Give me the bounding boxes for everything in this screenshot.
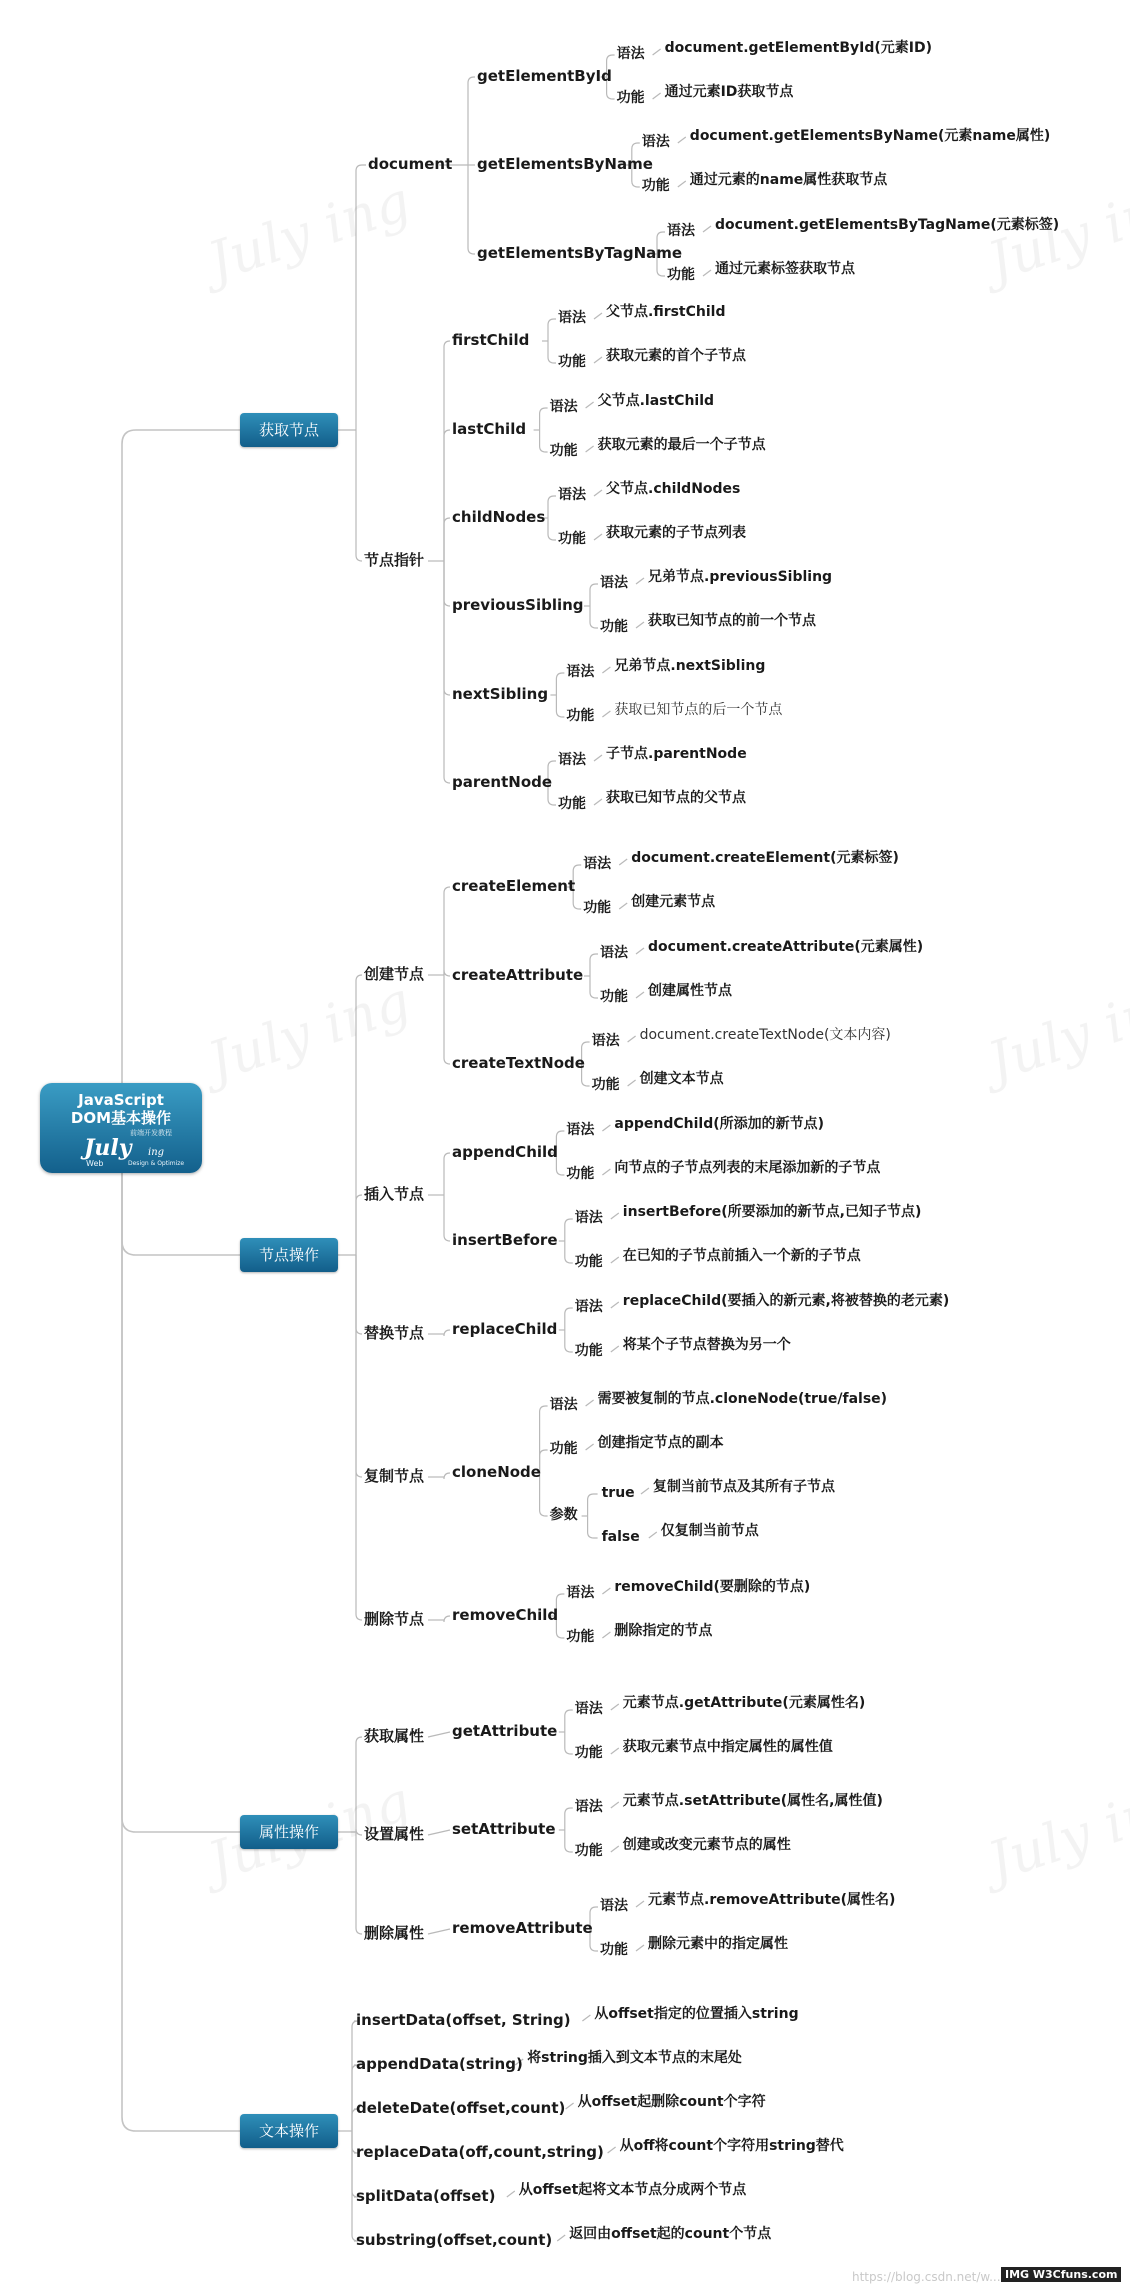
value-text: 获取已知节点的后一个节点: [614, 702, 783, 718]
value-text: 将string插入到文本节点的末尾处: [527, 2050, 742, 2066]
value-text: 从off将count个字符用string替代: [619, 2138, 844, 2154]
key-function: 功能: [549, 1441, 578, 1457]
group-1: 获取属性: [364, 1727, 425, 1745]
key-function: 功能: [558, 531, 586, 547]
method-createelement: createElement: [452, 877, 576, 895]
connector-line: [444, 887, 450, 975]
connector-line: [122, 1128, 240, 2131]
connector-line: [565, 1219, 573, 1241]
key-function: 功能: [583, 900, 612, 916]
value-text: 元素节点.setAttribute(属性名,属性值): [622, 1793, 883, 1809]
connector-line: [611, 1704, 619, 1710]
category-1: 获取节点: [240, 413, 338, 447]
connector-line: [122, 1128, 240, 1832]
value-text: appendChild(所添加的新节点): [614, 1116, 825, 1132]
connector-line: [611, 1213, 619, 1219]
value-text: 父节点.firstChild: [606, 304, 726, 320]
value-text: 需要被复制的节点.cloneNode(true/false): [597, 1391, 888, 1407]
key-syntax: 语法: [667, 223, 695, 239]
key-function: 功能: [566, 1629, 595, 1645]
value-text: 复制当前节点及其所有子节点: [652, 1479, 835, 1495]
method-firstchild: firstChild: [452, 331, 530, 349]
connector-line: [588, 1494, 598, 1516]
key-syntax: 语法: [566, 1585, 595, 1601]
value-text: 通过元素ID获取节点: [664, 84, 794, 100]
connector-line: [557, 2235, 565, 2241]
connector-line: [548, 496, 556, 518]
connector-line: [611, 1302, 619, 1308]
source-url: https://blog.csdn.net/w...: [852, 2270, 1001, 2284]
connector-line: [653, 49, 661, 55]
key-syntax: 语法: [600, 575, 628, 591]
connector-line: [641, 1488, 649, 1494]
connector-line: [566, 2103, 574, 2109]
group-3: 删除属性: [364, 1924, 425, 1942]
group-2: 插入节点: [364, 1185, 425, 1203]
connector-line: [611, 1748, 619, 1754]
method-replacechild: replaceChild: [452, 1320, 558, 1338]
method-getelementsbyname: getElementsByName: [477, 155, 653, 173]
value-text: 通过元素标签获取节点: [715, 261, 855, 277]
connector-line: [565, 1241, 573, 1263]
connector-line: [428, 1732, 450, 1737]
connector-line: [507, 2191, 515, 2197]
value-text: 返回由offset起的count个节点: [569, 2226, 772, 2242]
key-function: 功能: [641, 178, 670, 194]
value-text: document.getElementsByTagName(元素标签): [715, 217, 1060, 233]
connector-line: [602, 1588, 610, 1594]
key-syntax: 语法: [558, 310, 586, 326]
key-syntax: 语法: [549, 399, 578, 415]
key-function: 功能: [574, 1343, 603, 1359]
value-text: 创建元素节点: [631, 894, 716, 910]
connector-line: [548, 518, 556, 540]
connector-line: [602, 711, 610, 717]
value-text: 获取元素节点中指定属性的属性值: [622, 1739, 833, 1755]
connector-line: [548, 341, 556, 363]
connector-line: [356, 1737, 362, 1832]
key-function: 功能: [558, 354, 586, 370]
connector-line: [653, 93, 661, 99]
method-getattribute: getAttribute: [452, 1722, 558, 1740]
connector-line: [594, 490, 602, 496]
value-text: 获取已知节点的前一个节点: [648, 613, 816, 629]
connector-line: [565, 1830, 573, 1852]
connector-line: [428, 1830, 450, 1835]
connector-line: [444, 518, 450, 561]
key-syntax: 语法: [583, 856, 612, 872]
connector-line: [356, 1829, 362, 1835]
text-method-substring-offset-count: substring(offset,count): [356, 2231, 553, 2249]
connector-line: [636, 622, 644, 628]
group-4: 复制节点: [364, 1467, 425, 1485]
value-text: 子节点.parentNode: [606, 746, 747, 762]
key-syntax: 语法: [600, 945, 628, 961]
connector-line: [590, 954, 598, 976]
key-function: 功能: [600, 989, 628, 1005]
method-removeattribute: removeAttribute: [452, 1919, 593, 1937]
value-text: document.getElementById(元素ID): [664, 40, 933, 56]
key-function: 功能: [574, 1843, 603, 1859]
connector-line: [548, 319, 556, 341]
category-4: 文本操作: [240, 2114, 338, 2148]
value-text: 元素节点.removeAttribute(属性名): [648, 1892, 896, 1908]
value-text: 创建文本节点: [639, 1071, 724, 1087]
connector-line: [122, 430, 240, 1128]
key-syntax: 语法: [558, 487, 586, 503]
connector-line: [556, 673, 564, 695]
value-text: 父节点.childNodes: [606, 481, 741, 497]
connector-line: [602, 1169, 610, 1175]
connector-line: [444, 975, 450, 1064]
connector-line: [611, 1802, 619, 1808]
connector-line: [565, 1330, 573, 1352]
connector-line: [444, 341, 450, 561]
method-lastchild: lastChild: [452, 420, 527, 438]
connector-line: [602, 667, 610, 673]
key-syntax: 语法: [574, 1701, 603, 1717]
connector-line: [636, 948, 644, 954]
connector-line: [468, 77, 475, 165]
connector-line: [356, 165, 366, 430]
connector-line: [540, 408, 548, 430]
value-text: replaceChild(要插入的新元素,将被替换的老元素): [622, 1293, 950, 1309]
method-childnodes: childNodes: [452, 508, 546, 526]
value-text: 从offset起删除count个字符: [577, 2094, 766, 2110]
value-text: 创建或改变元素节点的属性: [622, 1837, 791, 1853]
july-logo-sub: ing: [148, 1147, 165, 1158]
connector-line: [356, 430, 362, 561]
node-pointer: 节点指针: [364, 551, 425, 569]
method-setattribute: setAttribute: [452, 1820, 556, 1838]
connector-line: [594, 357, 602, 363]
root-caption: 前端开发教程: [130, 1129, 172, 1137]
key-params: 参数: [549, 1507, 578, 1523]
method-parentnode: parentNode: [452, 773, 553, 791]
connector-line: [444, 561, 450, 783]
key-function: 功能: [616, 90, 645, 106]
connector-line: [608, 2147, 616, 2153]
value-text: removeChild(要删除的节点): [614, 1579, 811, 1595]
text-method-splitdata-offset: splitData(offset): [356, 2187, 496, 2205]
key-syntax: 语法: [591, 1033, 620, 1049]
value-text: 从offset起将文本节点分成两个节点: [518, 2182, 747, 2198]
method-appendchild: appendChild: [452, 1143, 558, 1161]
connector-line: [356, 1255, 362, 1477]
key-function: 功能: [574, 1254, 603, 1270]
value-text: 仅复制当前节点: [660, 1523, 759, 1539]
connector-line: [356, 1255, 362, 1334]
connector-line: [611, 1846, 619, 1852]
key-syntax: 语法: [641, 134, 670, 150]
connector-line: [352, 2065, 358, 2131]
value-text: 兄弟节点.previousSibling: [648, 569, 833, 585]
param-false: false: [601, 1529, 640, 1545]
connector-line: [586, 1400, 594, 1406]
connector-line: [590, 584, 598, 606]
connector-line: [611, 1257, 619, 1263]
method-previoussibling: previousSibling: [452, 596, 584, 614]
text-method-replacedata-off-count-string: replaceData(off,count,string): [356, 2143, 604, 2161]
value-text: 获取已知节点的父节点: [606, 790, 746, 806]
key-function: 功能: [574, 1745, 603, 1761]
connector-line: [636, 1945, 644, 1951]
connector-line: [586, 1444, 594, 1450]
root-title-line1: JavaScript: [78, 1091, 164, 1109]
connector-line: [619, 859, 627, 865]
connector-line: [594, 313, 602, 319]
connector-line: [444, 561, 450, 695]
value-text: 获取元素的子节点列表: [606, 525, 746, 541]
value-text: 兄弟节点.nextSibling: [614, 658, 766, 674]
method-clonenode: cloneNode: [452, 1463, 541, 1481]
connector-line: [586, 402, 594, 408]
connector-line: [444, 1153, 450, 1195]
node-document: document: [368, 155, 453, 173]
group-2: 设置属性: [364, 1825, 425, 1843]
connector-line: [540, 430, 548, 452]
key-function: 功能: [549, 443, 578, 459]
connector-line: [444, 561, 450, 606]
root-footer-right: Design & Optimize: [128, 1160, 185, 1167]
connector-line: [602, 1632, 610, 1638]
july-logo: July: [84, 1135, 132, 1161]
connector-line: [468, 165, 475, 254]
connector-line: [565, 1732, 573, 1754]
key-function: 功能: [600, 1942, 628, 1958]
key-function: 功能: [566, 1166, 595, 1182]
connector-line: [444, 970, 450, 976]
value-text: 父节点.lastChild: [597, 393, 715, 409]
value-text: 元素节点.getAttribute(元素属性名): [622, 1695, 866, 1711]
connector-line: [703, 270, 711, 276]
value-text: 从offset指定的位置插入string: [594, 2006, 799, 2022]
key-syntax: 语法: [574, 1210, 603, 1226]
value-text: document.createElement(元素标签): [631, 850, 899, 866]
method-removechild: removeChild: [452, 1606, 559, 1624]
connector-line: [636, 1901, 644, 1907]
value-text: 获取元素的最后一个子节点: [597, 437, 766, 453]
connector-line: [444, 1195, 450, 1241]
value-text: insertBefore(所要添加的新节点,已知子节点): [622, 1204, 922, 1220]
connector-line: [649, 1532, 657, 1538]
text-method-appenddata-string: appendData(string): [356, 2055, 523, 2073]
value-text: document.createAttribute(元素属性): [648, 939, 924, 955]
connector-line: [586, 446, 594, 452]
key-syntax: 语法: [574, 1799, 603, 1815]
connector-line: [565, 1308, 573, 1330]
connector-line: [594, 534, 602, 540]
connector-line: [628, 1080, 636, 1086]
key-syntax: 语法: [616, 46, 645, 62]
key-function: 功能: [667, 267, 695, 283]
text-method-insertdata-offset-string: insertData(offset, String): [356, 2011, 571, 2029]
connector-line: [356, 1255, 362, 1620]
connector-line: [428, 1929, 450, 1934]
key-syntax: 语法: [600, 1898, 628, 1914]
root-node: [40, 1083, 202, 1173]
connector-line: [565, 1808, 573, 1830]
key-syntax: 语法: [566, 664, 595, 680]
text-method-deletedate-offset-count: deleteDate(offset,count): [356, 2099, 566, 2117]
connector-line: [444, 430, 450, 561]
root-title-line2: DOM基本操作: [70, 1109, 172, 1127]
value-text: 向节点的子节点列表的末尾添加新的子节点: [614, 1160, 881, 1176]
category-3: 属性操作: [240, 1815, 338, 1849]
key-syntax: 语法: [549, 1397, 578, 1413]
connector-line: [590, 606, 598, 628]
connector-line: [678, 137, 686, 143]
key-function: 功能: [558, 796, 586, 812]
value-text: 删除元素中的指定属性: [648, 1936, 788, 1952]
value-text: 通过元素的name属性获取节点: [689, 172, 888, 188]
connector-line: [356, 1195, 362, 1255]
method-getelementsbytagname: getElementsByTagName: [477, 244, 683, 262]
connector-line: [590, 976, 598, 998]
value-text: 创建指定节点的副本: [597, 1435, 724, 1451]
connector-line: [444, 1616, 450, 1622]
value-text: document.getElementsByName(元素name属性): [689, 128, 1051, 144]
key-syntax: 语法: [566, 1122, 595, 1138]
param-true: true: [601, 1485, 635, 1501]
key-function: 功能: [600, 619, 628, 635]
connector-line: [619, 903, 627, 909]
key-function: 功能: [566, 708, 595, 724]
value-text: 在已知的子节点前插入一个新的子节点: [622, 1248, 861, 1264]
group-5: 删除节点: [364, 1610, 425, 1628]
method-nextsibling: nextSibling: [452, 685, 549, 703]
value-text: 删除指定的节点: [614, 1623, 713, 1639]
root-footer-left: Web: [86, 1159, 104, 1168]
value-text: 将某个子节点替换为另一个: [622, 1337, 791, 1353]
connector-line: [588, 1516, 598, 1538]
method-insertbefore: insertBefore: [452, 1231, 558, 1249]
connector-line: [703, 226, 711, 232]
key-syntax: 语法: [558, 752, 586, 768]
connector-line: [444, 1473, 450, 1479]
connector-line: [565, 1710, 573, 1732]
value-text: document.createTextNode(文本内容): [639, 1027, 891, 1043]
group-3: 替换节点: [364, 1324, 425, 1342]
connector-line: [602, 1125, 610, 1131]
category-2: 节点操作: [240, 1238, 338, 1272]
connector-line: [444, 1330, 450, 1336]
method-getelementbyid: getElementById: [477, 67, 612, 85]
connector-line: [636, 578, 644, 584]
connector-line: [594, 755, 602, 761]
connector-line: [356, 975, 362, 1255]
w3cfuns-logo: IMG W3Cfuns.com: [1001, 2267, 1121, 2282]
connector-line: [628, 1036, 636, 1042]
connector-line: [678, 181, 686, 187]
connector-line: [356, 1832, 362, 1934]
connector-line: [556, 695, 564, 717]
connector-line: [582, 2015, 590, 2021]
key-function: 功能: [591, 1077, 620, 1093]
connector-line: [636, 992, 644, 998]
connector-line: [611, 1346, 619, 1352]
value-text: 获取元素的首个子节点: [606, 348, 746, 364]
key-syntax: 语法: [574, 1299, 603, 1315]
method-createattribute: createAttribute: [452, 966, 584, 984]
connector-line: [594, 799, 602, 805]
group-1: 创建节点: [364, 965, 425, 983]
value-text: 创建属性节点: [648, 983, 732, 999]
method-createtextnode: createTextNode: [452, 1054, 585, 1072]
